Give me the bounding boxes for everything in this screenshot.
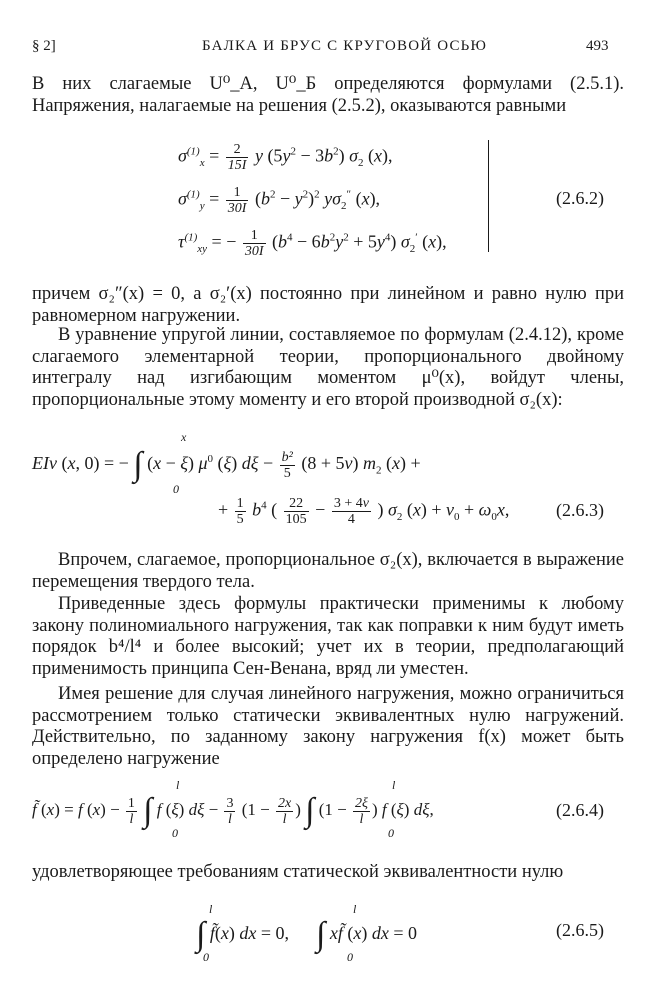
eq-265-body: ∫ f̃(x) dx = 0, ∫ xf̃ (x) dx = 0: [196, 916, 417, 953]
eq-264-number: (2.6.4): [556, 800, 604, 820]
right-brace: [482, 140, 489, 252]
int4-upper-limit: l: [353, 902, 357, 916]
paragraph-5: Приведенные здесь формулы практически применимы к любому закону полиномиального нагружения, так как поправки к ним будут иметь порядок b⁴/l⁴ и более высокий; учет их в теории, предполагающий применимость принципа Сен-Венана, вряд ли уместен.: [32, 594, 624, 679]
paragraph-2: причем σ₂″(x) = 0, а σ₂′(x) постоянно при линейном и равно нулю при равномерном нагружении.: [32, 284, 624, 326]
paragraph-1: В них слагаемые U⁰_А, U⁰_Б определяются формулами (2.5.1). Напряжения, налагаемые на решения (2.5.2), оказываются равными: [32, 74, 624, 116]
int1-upper-limit: l: [176, 778, 180, 792]
paragraph-3: В уравнение упругой линии, составляемое по формулам (2.4.12), кроме слагаемого элементарной теории, пропорционального двойному интегралу над изгибающим моментом μ⁰(x), войдут члены, пропорциональные этому моменту и его второй производной σ₂(x):: [32, 325, 624, 410]
int-lower-limit: 0: [173, 482, 179, 496]
eq-263-line1: EIv (x, 0) = − ∫ (x − ξ) $\mu^0$ (ξ) dξ − $\frac{\text{b²}}{5}$ (8 + 5ν) $m_2$ (x) +: [32, 446, 421, 483]
paragraph-6: Имея решение для случая линейного нагружения, можно ограничиться рассмотрением только статически эквивалентных нулю нагружений. Действительно, по заданному закону нагружения f(x) может быть определено нагружение: [32, 684, 624, 769]
eq-262-line3: $\tau^{(1)}_{xy}$ = − $\frac{1}{30I}$ $(b^4 - 6b^2y^2 + 5y^4)$ $\sigma_2'$ (x),: [178, 228, 447, 259]
eq-264-body: f̃ (x) = f (x) − $\frac{1}{l}$ ∫ f (ξ) dξ − $\frac{3}{l}$ (1 − $\frac{2x}{l}$ ) ∫ (1 − $\frac{2\xi}{l}$ ) f (ξ) dξ,: [32, 792, 434, 829]
int-upper-limit: x: [181, 430, 187, 444]
page-number: 493: [586, 38, 609, 54]
eq-263-line2: + $\frac{1}{5}$ $b^4$ ( $\frac{22}{105}$ − $\frac{3 + 4\nu}{4}$ ) $\sigma_2$ $(x) + v_0 + \omega_0x$,: [218, 496, 510, 527]
eq-265-number: (2.6.5): [556, 920, 604, 940]
int2-upper-limit: l: [392, 778, 396, 792]
paragraph-4: Впрочем, слагаемое, пропорциональное σ₂(x), включается в выражение перемещения твердого тела.: [32, 550, 624, 592]
eq-263-number: (2.6.3): [556, 500, 604, 520]
int3-lower-limit: 0: [203, 950, 209, 964]
paragraph-7: удовлетворяющее требованиям статической эквивалентности нулю: [32, 862, 564, 882]
eq-262-line2: $\sigma^{(1)}_y$ = $\frac{1}{30I}$ $(b^2 - y^2)^2$ $y\sigma_2''$ (x),: [178, 185, 381, 216]
eq-262-number: (2.6.2): [556, 188, 604, 208]
int2-lower-limit: 0: [388, 826, 394, 840]
int1-lower-limit: 0: [172, 826, 178, 840]
section-marker: § 2]: [32, 38, 56, 54]
int3-upper-limit: l: [209, 902, 213, 916]
int4-lower-limit: 0: [347, 950, 353, 964]
eq-262-line1: $\sigma^{(1)}_x$ = $\frac{2}{15I}$ y $(5y^2 - 3b^2)$ $\sigma_2$ (x),: [178, 142, 393, 173]
running-title: БАЛКА И БРУС С КРУГОВОЙ ОСЬЮ: [202, 38, 488, 54]
